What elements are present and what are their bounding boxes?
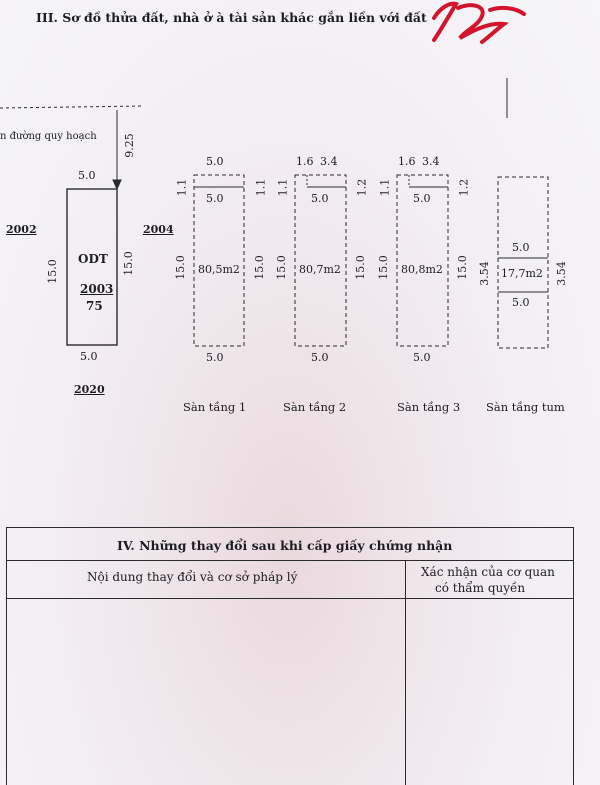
- use-code: ODT: [78, 252, 108, 266]
- changes-table-header: [7, 528, 573, 561]
- floor-2-bottom: 5.0: [311, 351, 329, 364]
- floor-1-left-offset: 1.1: [175, 178, 189, 197]
- parcel-number: 2003: [80, 282, 114, 296]
- floor-3-left-length: 15.0: [376, 255, 390, 280]
- floor-2-right-length: 15.0: [353, 255, 367, 280]
- floor-1-right-length: 15.0: [252, 255, 266, 280]
- floor-2-area: 80,7m2: [299, 263, 341, 276]
- floor-3-right-offset: 1.2: [457, 178, 471, 197]
- floor-1-inner-top: 5.0: [206, 192, 224, 205]
- neighbor-bottom: 2020: [74, 383, 105, 396]
- floor-2-top-a: 1.6: [296, 155, 314, 168]
- floor-1-top-width: 5.0: [206, 155, 224, 168]
- column-change-content: Nội dung thay đổi và cơ sở pháp lý: [87, 570, 298, 584]
- floor-1-left-length: 15.0: [173, 255, 187, 280]
- floor-tum-right-length: 3.54: [554, 261, 568, 286]
- floor-1-right-offset: 1.1: [254, 178, 268, 197]
- changes-table: [6, 527, 574, 785]
- column-authority-line1: Xác nhận của cơ quan: [421, 565, 555, 579]
- floor-1-area: 80,5m2: [198, 263, 240, 276]
- parcel-left-length: 15.0: [45, 259, 59, 284]
- floor-3-bottom: 5.0: [413, 351, 431, 364]
- floor-3-label: Sàn tầng 3: [397, 400, 461, 414]
- setback-label: 9.25: [122, 133, 136, 158]
- section-4-title: IV. Những thay đổi sau khi cấp giấy chứng nhận: [117, 538, 453, 553]
- floor-1-label: Sàn tầng 1: [183, 400, 247, 414]
- parcel-area: 75: [86, 299, 103, 313]
- floor-tum-left-length: 3.54: [477, 261, 491, 286]
- floor-3-inner-top: 5.0: [413, 192, 431, 205]
- floor-tum-label: Sàn tầng tum: [486, 400, 565, 414]
- column-authority-line2: có thẩm quyền: [435, 581, 526, 595]
- floor-1-bottom: 5.0: [206, 351, 224, 364]
- floor-2-label: Sàn tầng 2: [283, 400, 347, 414]
- section-3-title: III. Sơ đồ thửa đất, nhà ở à tài sản khác gắn liền với đất: [36, 10, 427, 25]
- floor-3-right-length: 15.0: [455, 255, 469, 280]
- parcel-top-width: 5.0: [78, 169, 96, 182]
- floor-3-top-a: 1.6: [398, 155, 416, 168]
- changes-table-columns: [7, 560, 573, 599]
- floor-2-right-offset: 1.2: [355, 178, 369, 197]
- floor-2-inner-top: 5.0: [311, 192, 329, 205]
- parcel-bottom-width: 5.0: [80, 350, 98, 363]
- neighbor-right: 2004: [143, 223, 174, 236]
- floor-tum-area: 17,7m2: [501, 267, 543, 280]
- floor-3-top-b: 3.4: [422, 155, 440, 168]
- floor-2-left-length: 15.0: [274, 255, 288, 280]
- floor-2-left-offset: 1.1: [276, 178, 290, 197]
- floor-3-left-offset: 1.1: [378, 178, 392, 197]
- floor-tum-inner-top: 5.0: [512, 241, 530, 254]
- road-label: n đường quy hoạch: [0, 131, 97, 142]
- floor-tum-inner-bottom: 5.0: [512, 296, 530, 309]
- parcel-right-length: 15.0: [121, 251, 135, 276]
- neighbor-left: 2002: [6, 223, 37, 236]
- floor-3-area: 80,8m2: [401, 263, 443, 276]
- column-divider: [405, 560, 406, 785]
- floor-2-top-b: 3.4: [320, 155, 338, 168]
